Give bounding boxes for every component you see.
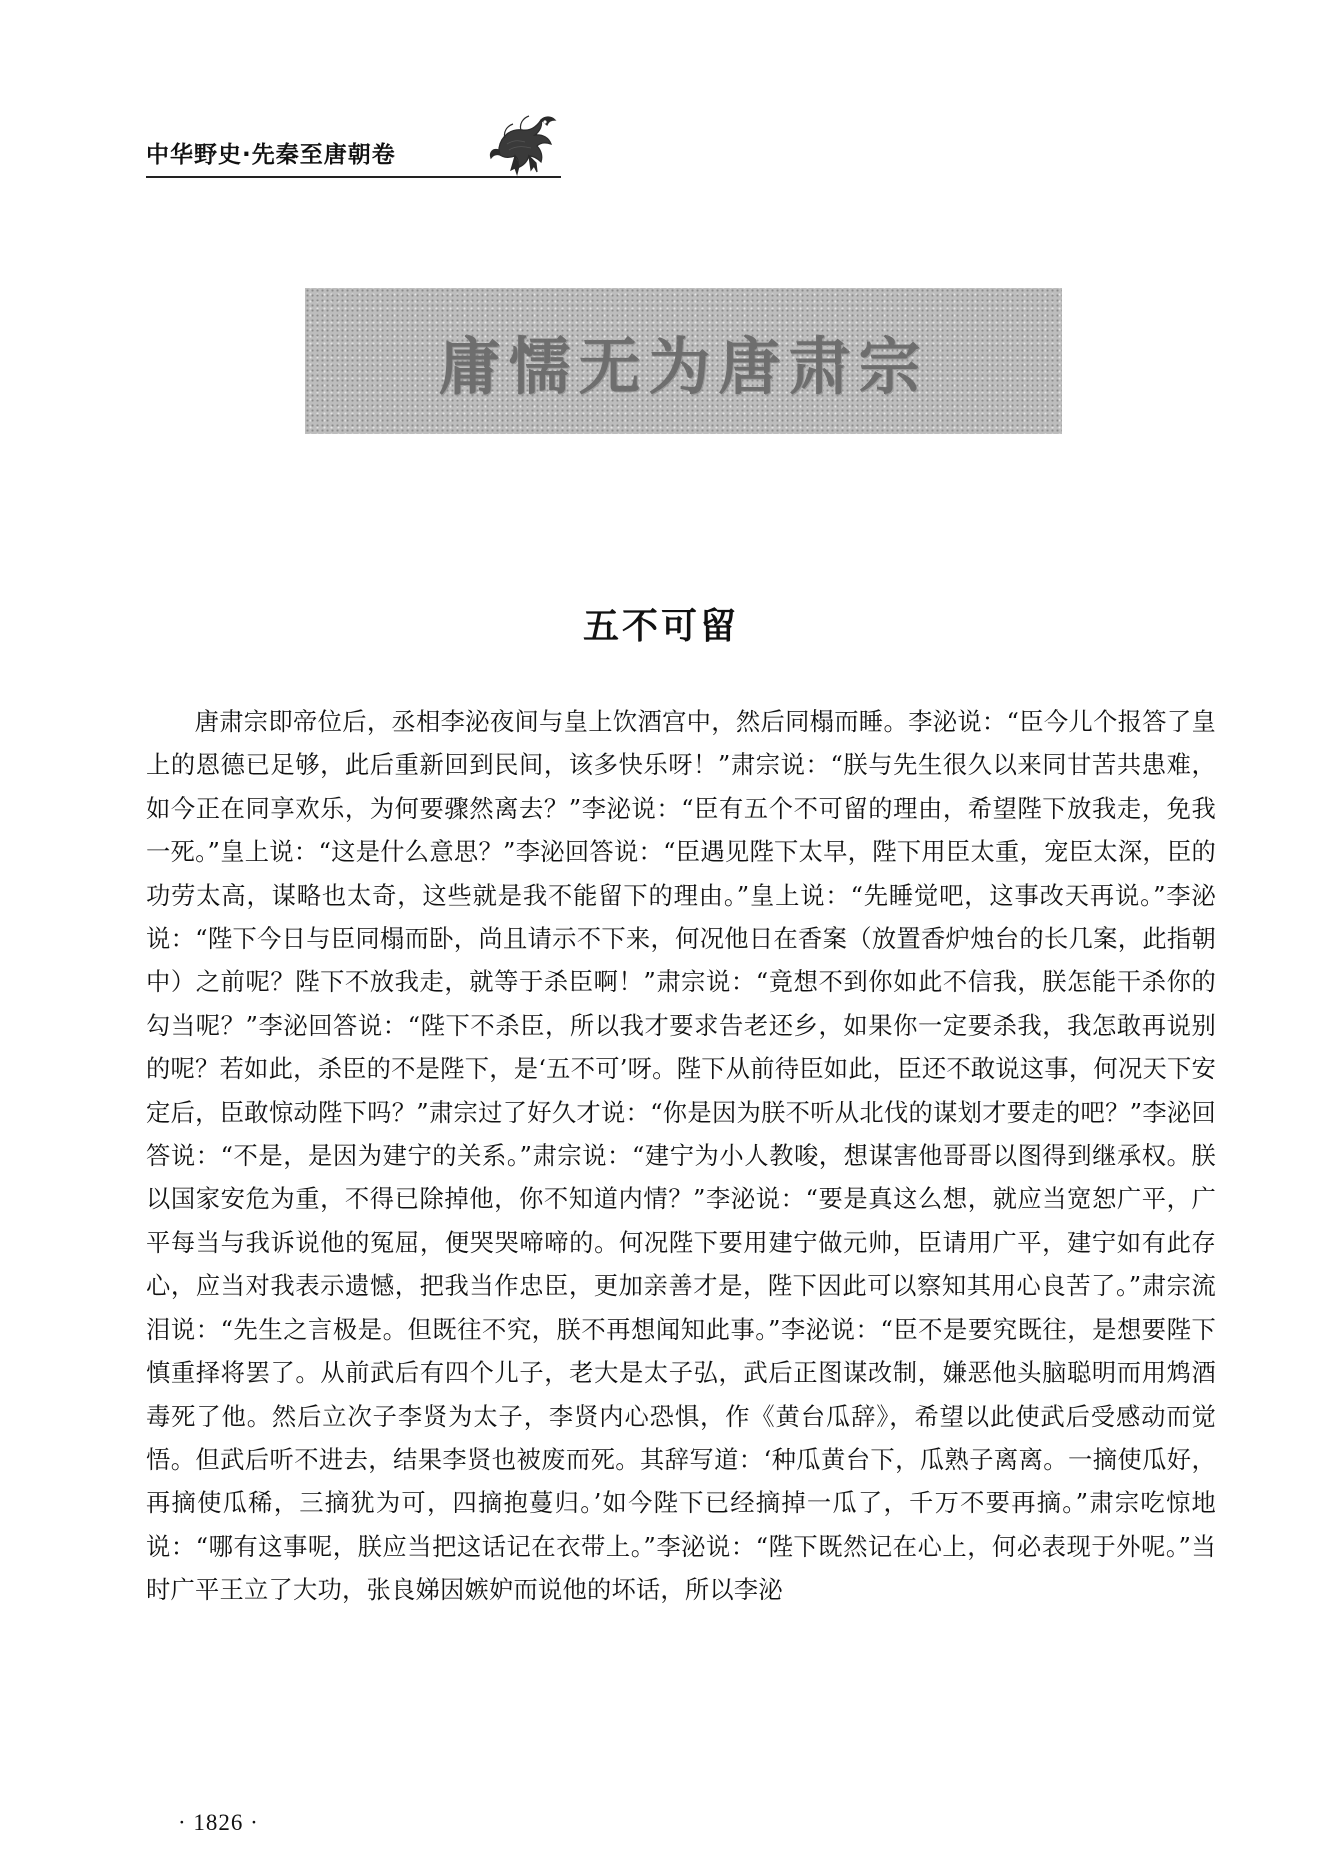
running-header-title: 中华野史·先秦至唐朝卷 [146,142,396,168]
chapter-title-banner [305,288,1062,434]
page-number: · 1826 · [178,1810,259,1835]
body-paragraph: 唐肃宗即帝位后，丞相李泌夜间与皇上饮酒宫中，然后同榻而睡。李泌说：“臣今儿个报答了皇上的恩德已足够，此后重新回到民间，该多快乐呀！”肃宗说：“朕与先生很久以来同甘苦共患难，如今正在同享欢乐，为何要骤然离去？”李泌说：“臣有五个不可留的理由，希望陛下放我走，免我一死。”皇上说：“这是什么意思？”李泌回答说：“臣遇见陛下太早，陛下用臣太重，宠臣太深，臣的功劳太高，谋略也太奇，这些就是我不能留下的理由。”皇上说：“先睡觉吧，这事改天再说。”李泌说：“陛下今日与臣同榻而卧，尚且请示不下来，何况他日在香案（放置香炉烛台的长几案，此指朝中）之前呢？陛下不放我走，就等于杀臣啊！”肃宗说：“竟想不到你如此不信我，朕怎能干杀你的勾当呢？”李泌回答说：“陛下不杀臣，所以我才要求告老还乡，如果你一定要杀我，我怎敢再说别的呢？若如此，杀臣的不是陛下，是‘五不可’呀。陛下从前待臣如此，臣还不敢说这事，何况天下安定后，臣敢惊动陛下吗？”肃宗过了好久才说：“你是因为朕不听从北伐的谋划才要走的吧？”李泌回答说：“不是，是因为建宁的关系。”肃宗说：“建宁为小人教唆，想谋害他哥哥以图得到继承权。朕以国家安危为重，不得已除掉他，你不知道内情？”李泌说：“要是真这么想，就应当宽恕广平，广平每当与我诉说他的冤屈，便哭哭啼啼的。何况陛下要用建宁做元帅，臣请用广平，建宁如有此存心，应当对我表示遗憾，把我当作忠臣，更加亲善才是，陛下因此可以察知其用心良苦了。”肃宗流泪说：“先生之言极是。但既往不究，朕不再想闻知此事。”李泌说：“臣不是要究既往，是想要陛下慎重择将罢了。从前武后有四个儿子，老大是太子弘，武后正图谋改制，嫌恶他头脑聪明而用鸩酒毒死了他。然后立次子李贤为太子，李贤内心恐惧，作《黄台瓜辞》，希望以此使武后受感动而觉悟。但武后听不进去，结果李贤也被废而死。其辞写道：‘种瓜黄台下，瓜熟子离离。一摘使瓜好，再摘使瓜稀，三摘犹为可，四摘抱蔓归。’如今陛下已经摘掉一瓜了，千万不要再摘。”肃宗吃惊地说：“哪有这事呢，朕应当把这话记在衣带上。”李泌说：“陛下既然记在心上，何必表现于外呢。”当时广平王立了大功，张良娣因嫉妒而说他的坏话，所以李泌 [146,707,1216,1605]
dragon-emblem-icon [485,108,563,178]
chapter-title: 庸懦无为唐肃宗 [438,329,929,403]
section-title: 五不可留 [582,606,739,647]
